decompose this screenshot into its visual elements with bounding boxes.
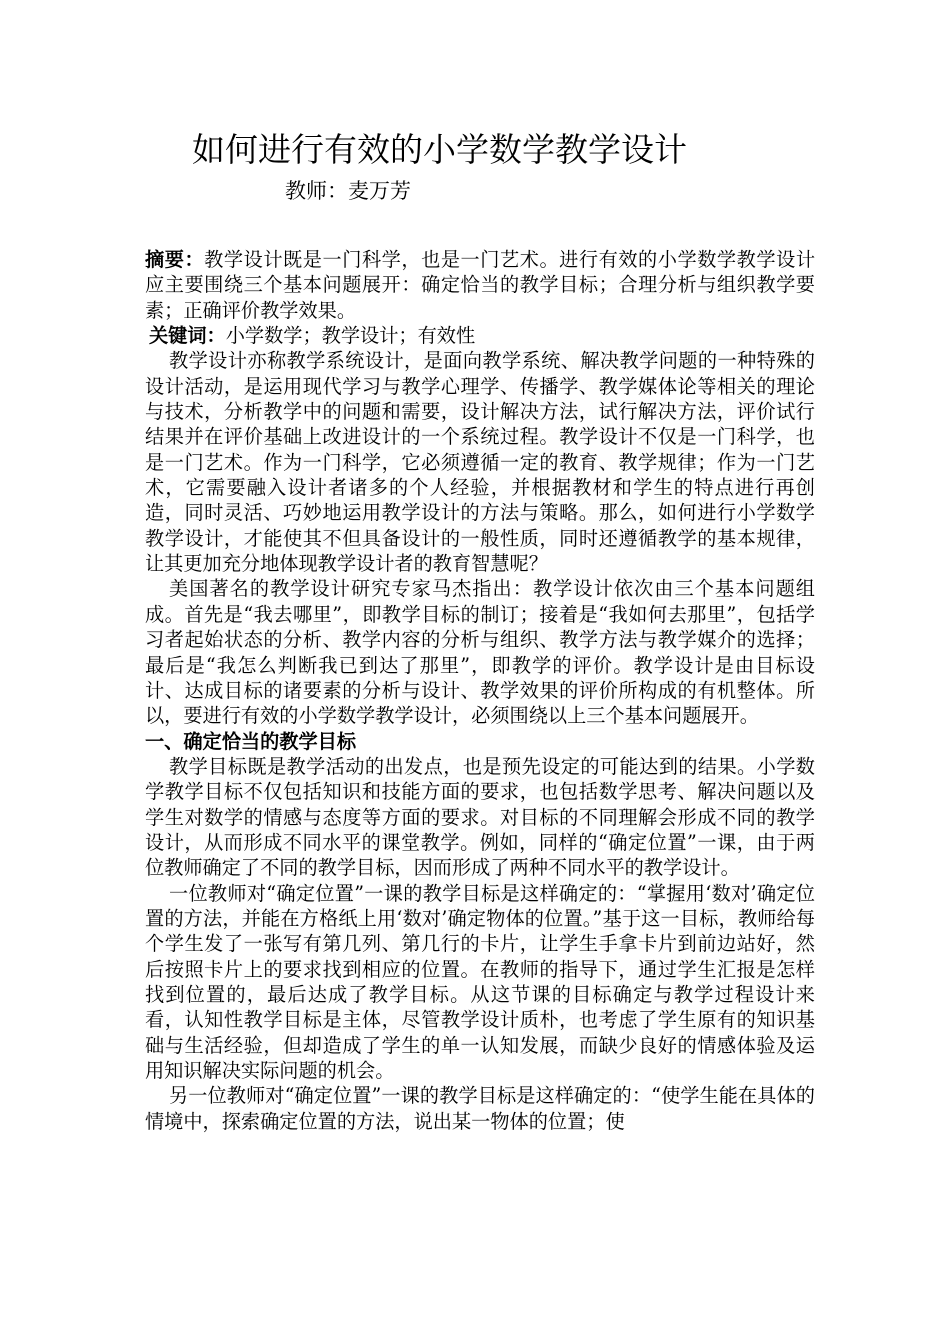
keywords-label: 关键词： xyxy=(149,324,226,348)
abstract-paragraph xyxy=(145,247,815,323)
body-paragraph: 教学设计亦称教学系统设计，是面向教学系统、解决教学问题的一种特殊的设计活动，是运用现代学习与教学心理学、传播学、教学媒体论等相关的理论与技术，分析教学中的问题和需要，设计解决方法，试行解决方法，评价试行结果并在评价基础上改进设计的一个系统过程。教学设计不仅是一门科学，也是一门艺术。作为一门科学，它必须遵循一定的教育、教学规律；作为一门艺术，它需要融入设计者诸多的个人经验，并根据教材和学生的特点进行再创造，同时灵活、巧妙地运用教学设计的方法与策略。那么，如何进行小学数学教学设计，才能使其不但具备设计的一般性质，同时还遵循教学的基本规律，让其更加充分地体现教学设计者的教育智慧呢？ xyxy=(145,349,815,576)
section-paragraph: 教学目标既是教学活动的出发点，也是预先设定的可能达到的结果。小学数学教学目标不仅包括知识和技能方面的要求，也包括数学思考、解决问题以及学生对数学的情感与态度等方面的要求。对目标的不同理解会形成不同的教学设计，从而形成不同水平的课堂教学。例如，同样的“确定位置”一课，由于两位教师确定了不同的教学目标，因而形成了两种不同水平的教学设计。 xyxy=(145,754,815,880)
section-paragraph: 另一位教师对“确定位置”一课的教学目标是这样确定的：“使学生能在具体的情境中，探索确定位置的方法，说出某一物体的位置；使 xyxy=(145,1084,815,1133)
keywords-text: 小学数学；教学设计；有效性 xyxy=(225,324,476,348)
body-paragraph: 美国著名的教学设计研究专家马杰指出：教学设计依次由三个基本问题组成。首先是“我去哪里”，即教学目标的制订；接着是“我如何去那里”，包括学习者起始状态的分析、教学内容的分析与组织、教学方法与教学媒介的选择；最后是“我怎么判断我已到达了那里”，即教学的评价。教学设计是由目标设计、达成目标的诸要素的分析与设计、教学效果的评价所构成的有机整体。所以，要进行有效的小学数学教学设计，必须围绕以上三个基本问题展开。 xyxy=(145,577,815,728)
document-title: 如何进行有效的小学数学教学设计 xyxy=(192,130,687,169)
section-paragraph: 一位教师对“确定位置”一课的教学目标是这样确定的：“掌握用‘数对’确定位置的方法，并能在方格纸上用‘数对’确定物体的位置。”基于这一目标，教师给每个学生发了一张写有第几列、第几行的卡片，让学生手拿卡片到前边站好，然后按照卡片上的要求找到相应的位置。在教师的指导下，通过学生汇报是怎样找到位置的，最后达成了教学目标。从这节课的目标确定与教学过程设计来看，认知性教学目标是主体，尽管教学设计质朴，也考虑了学生原有的知识基础与生活经验，但却造成了学生的单一认知发展，而缺少良好的情感体验及运用知识解决实际问题的机会。 xyxy=(145,881,815,1082)
author-line: 教师：麦万芳 xyxy=(285,179,411,203)
abstract-label: 摘要： xyxy=(145,248,205,271)
section-heading: 一、确定恰当的教学目标 xyxy=(145,729,357,753)
document-body xyxy=(145,247,815,1134)
abstract-text: 教学设计既是一门科学，也是一门艺术。进行有效的小学数学教学设计应主要围绕三个基本问题展开：确定恰当的教学目标；合理分析与组织教学要素；正确评价教学效果。 xyxy=(145,248,816,322)
keywords-paragraph xyxy=(145,323,815,348)
